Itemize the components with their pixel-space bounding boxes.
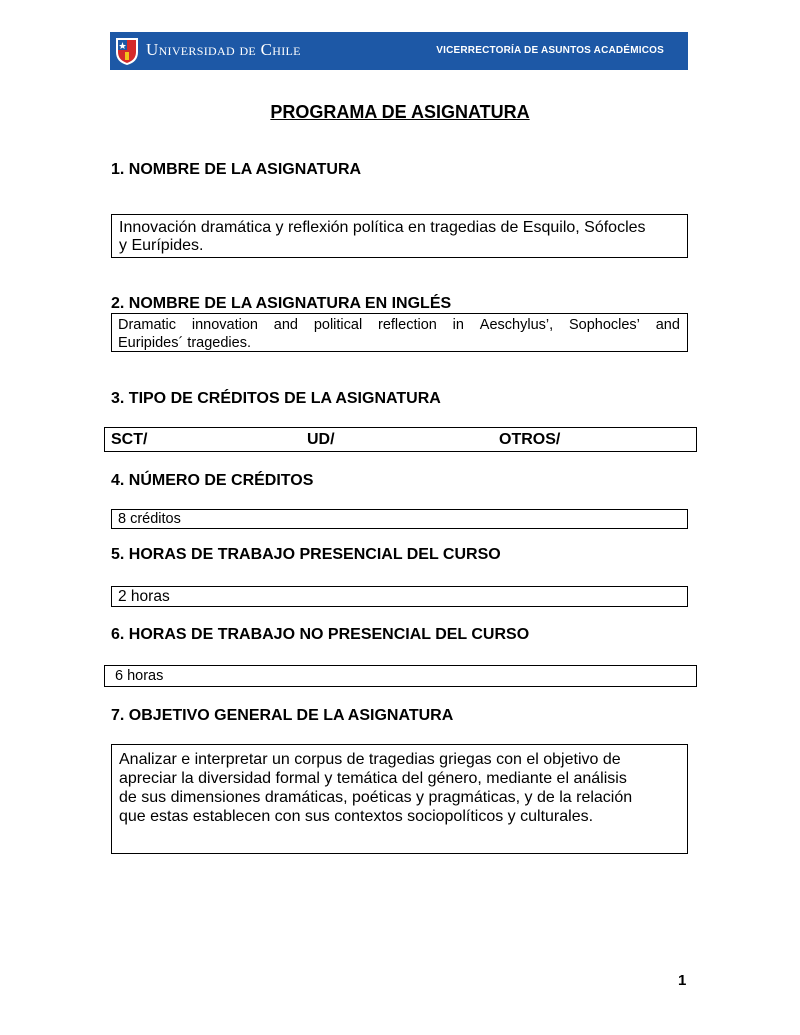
english-name-line-2: Euripides´ tragedies. xyxy=(118,335,251,351)
page-title: PROGRAMA DE ASIGNATURA xyxy=(270,102,530,122)
section-7-heading: 7. OBJETIVO GENERAL DE LA ASIGNATURA xyxy=(111,707,454,724)
vicerrectoria-label: VICERRECTORÍA DE ASUNTOS ACADÉMICOS xyxy=(436,45,664,56)
english-word: innovation xyxy=(191,317,258,333)
english-word: Aeschylus’, xyxy=(479,317,554,333)
credit-type-otros: OTROS/ xyxy=(499,431,561,448)
section-6-heading: 6. HORAS DE TRABAJO NO PRESENCIAL DEL CURSO xyxy=(111,626,530,643)
presential-hours-value: 2 horas xyxy=(118,588,170,605)
non-presential-hours-value: 6 horas xyxy=(115,668,164,684)
course-name-box xyxy=(111,214,688,258)
header-banner xyxy=(110,32,688,70)
credit-type-sct: SCT/ xyxy=(111,431,148,448)
non-presential-hours-box xyxy=(104,665,697,687)
credits-number-box xyxy=(111,509,688,529)
course-name-line-2: y Eurípides. xyxy=(119,237,204,254)
english-word: and xyxy=(273,317,298,333)
english-name-line-1 xyxy=(118,316,680,334)
objective-line-1: Analizar e interpretar un corpus de tragedias griegas con el objetivo de xyxy=(119,751,621,768)
english-word: in xyxy=(452,317,464,333)
english-word: political xyxy=(313,317,363,333)
english-word: and xyxy=(655,317,680,333)
section-3-heading: 3. TIPO DE CRÉDITOS DE LA ASIGNATURA xyxy=(111,390,441,407)
university-name: Universidad de Chile xyxy=(146,40,301,59)
section-1-heading: 1. NOMBRE DE LA ASIGNATURA xyxy=(111,161,362,178)
credits-number-value: 8 créditos xyxy=(118,511,181,527)
presential-hours-box xyxy=(111,586,688,607)
english-word: reflection xyxy=(378,317,437,333)
page-number: 1 xyxy=(678,972,687,989)
objective-line-3: de sus dimensiones dramáticas, poéticas y pragmáticas, y de la relación xyxy=(119,789,633,806)
credit-type-ud: UD/ xyxy=(307,431,335,448)
section-2-heading: 2. NOMBRE DE LA ASIGNATURA EN INGLÉS xyxy=(111,295,452,312)
english-word: Sophocles’ xyxy=(568,317,640,333)
university-crest-icon xyxy=(114,36,140,66)
section-5-heading: 5. HORAS DE TRABAJO PRESENCIAL DEL CURSO xyxy=(111,546,501,563)
section-4-heading: 4. NÚMERO DE CRÉDITOS xyxy=(111,472,314,489)
objective-line-2: apreciar la diversidad formal y temática del género, mediante el análisis xyxy=(119,770,627,787)
course-name-english-box xyxy=(111,313,688,352)
english-word: Dramatic xyxy=(118,317,177,333)
credit-type-box xyxy=(104,427,697,452)
course-name-line-1: Innovación dramática y reflexión política en tragedias de Esquilo, Sófocles xyxy=(119,219,646,236)
objective-line-4: que estas establecen con sus contextos sociopolíticos y culturales. xyxy=(119,808,594,825)
general-objective-box xyxy=(111,744,688,854)
